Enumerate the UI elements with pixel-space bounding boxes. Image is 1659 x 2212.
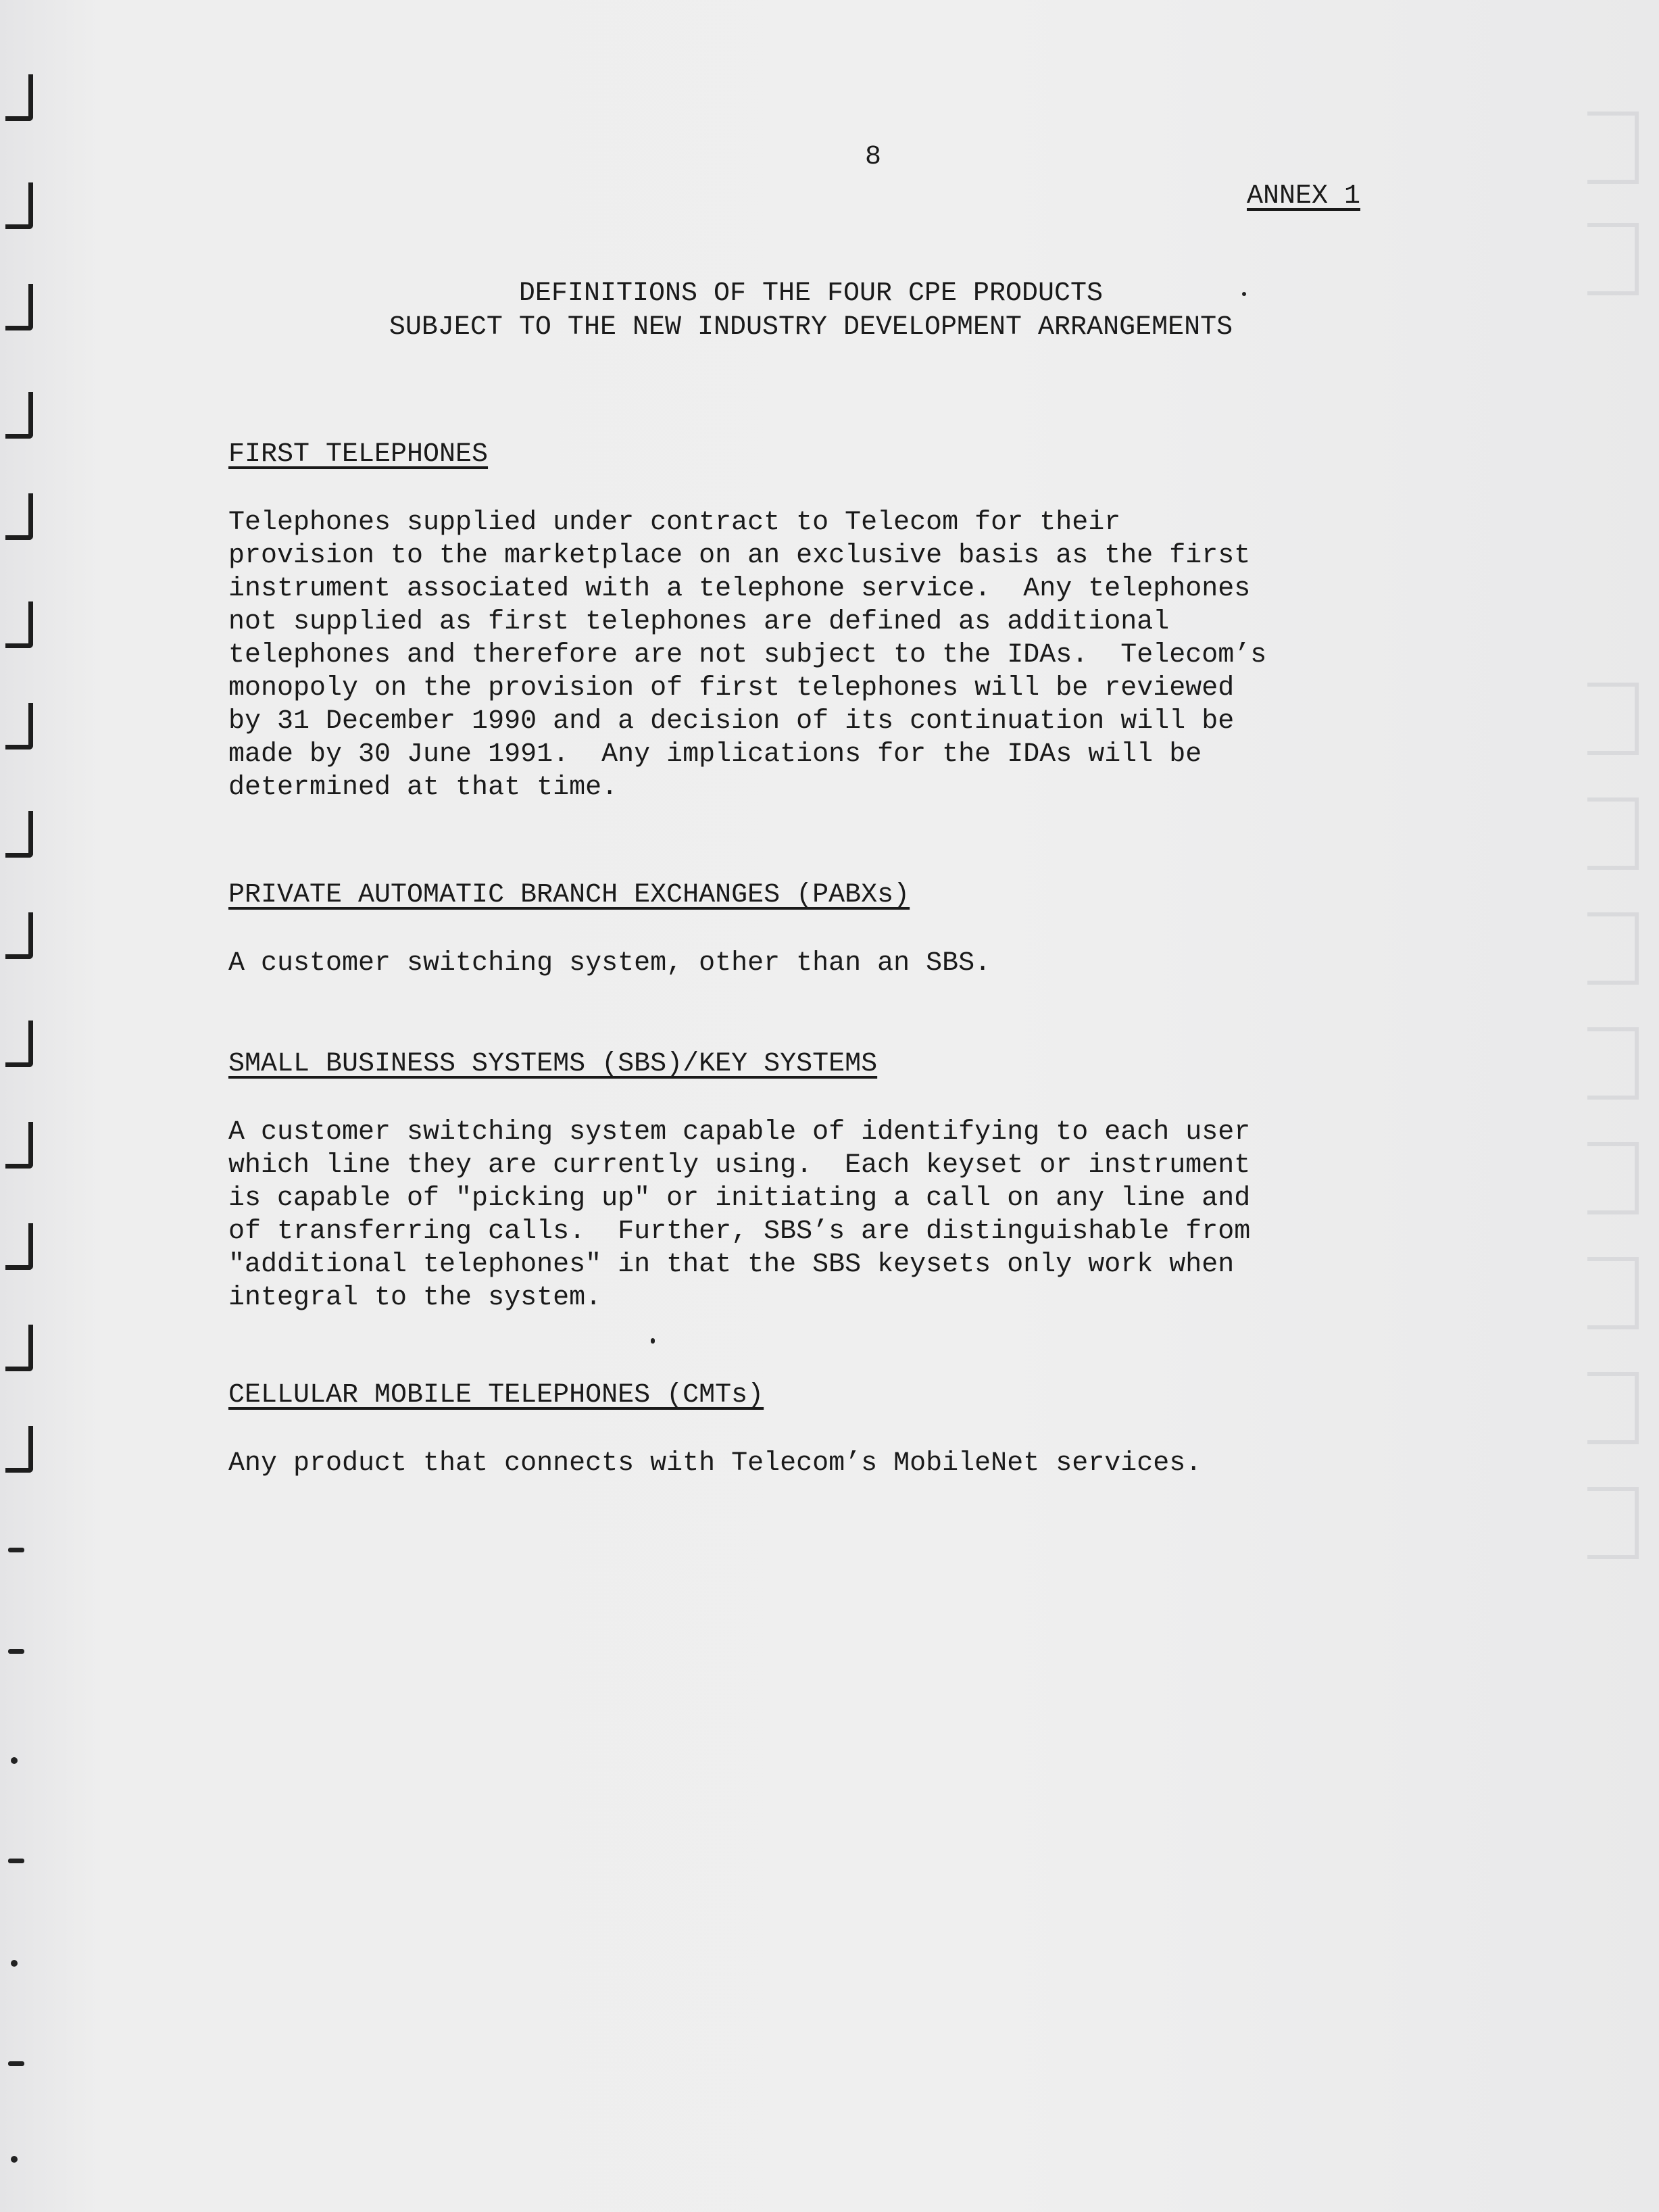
body-line: of transferring calls. Further, SBS’s are distinguishable from xyxy=(228,1216,1251,1247)
section-heading: CELLULAR MOBILE TELEPHONES (CMTs) xyxy=(228,1380,764,1410)
section-heading: FIRST TELEPHONES xyxy=(228,439,489,470)
section-pabx xyxy=(228,879,1512,980)
body-line: integral to the system. xyxy=(228,1283,602,1313)
body-line: A customer switching system capable of identifying to each user xyxy=(228,1117,1251,1148)
body-line: by 31 December 1990 and a decision of its continuation will be xyxy=(228,706,1235,737)
body-line: which line they are currently using. Each keyset or instrument xyxy=(228,1150,1251,1181)
stray-mark xyxy=(651,1338,655,1344)
section-sbs-key-systems xyxy=(228,1048,1512,1314)
body-line: instrument associated with a telephone service. Any telephones xyxy=(228,574,1251,604)
body-line: is capable of "picking up" or initiating a call on any line and xyxy=(228,1183,1251,1214)
body-line: provision to the marketplace on an exclusive basis as the first xyxy=(228,541,1251,571)
document-title-line-1: DEFINITIONS OF THE FOUR CPE PRODUCTS xyxy=(518,278,1104,309)
body-line: determined at that time. xyxy=(228,772,618,803)
body-line: "additional telephones" in that the SBS keysets only work when xyxy=(228,1250,1235,1280)
section-cellular-mobile xyxy=(228,1379,1512,1480)
body-line: Any product that connects with Telecom’s MobileNet services. xyxy=(228,1448,1202,1479)
body-line: monopoly on the provision of first telephones will be reviewed xyxy=(228,673,1235,704)
section-heading: PRIVATE AUTOMATIC BRANCH EXCHANGES (PABXs) xyxy=(228,880,910,910)
section-heading: SMALL BUSINESS SYSTEMS (SBS)/KEY SYSTEMS xyxy=(228,1049,878,1079)
body-line: A customer switching system, other than an SBS. xyxy=(228,948,991,979)
section-first-telephones xyxy=(228,438,1512,804)
body-line: made by 30 June 1991. Any implications for the IDAs will be xyxy=(228,739,1202,770)
page-number: 8 xyxy=(865,142,882,172)
document-title-line-2: SUBJECT TO THE NEW INDUSTRY DEVELOPMENT ARRANGEMENTS xyxy=(389,312,1233,343)
body-line: not supplied as first telephones are defined as additional xyxy=(228,607,1170,637)
body-line: Telephones supplied under contract to Telecom for their xyxy=(228,508,1121,538)
stray-mark xyxy=(1242,292,1246,296)
body-line: telephones and therefore are not subject to the IDAs. Telecom’s xyxy=(228,640,1267,670)
annex-label: ANNEX 1 xyxy=(1247,181,1361,212)
